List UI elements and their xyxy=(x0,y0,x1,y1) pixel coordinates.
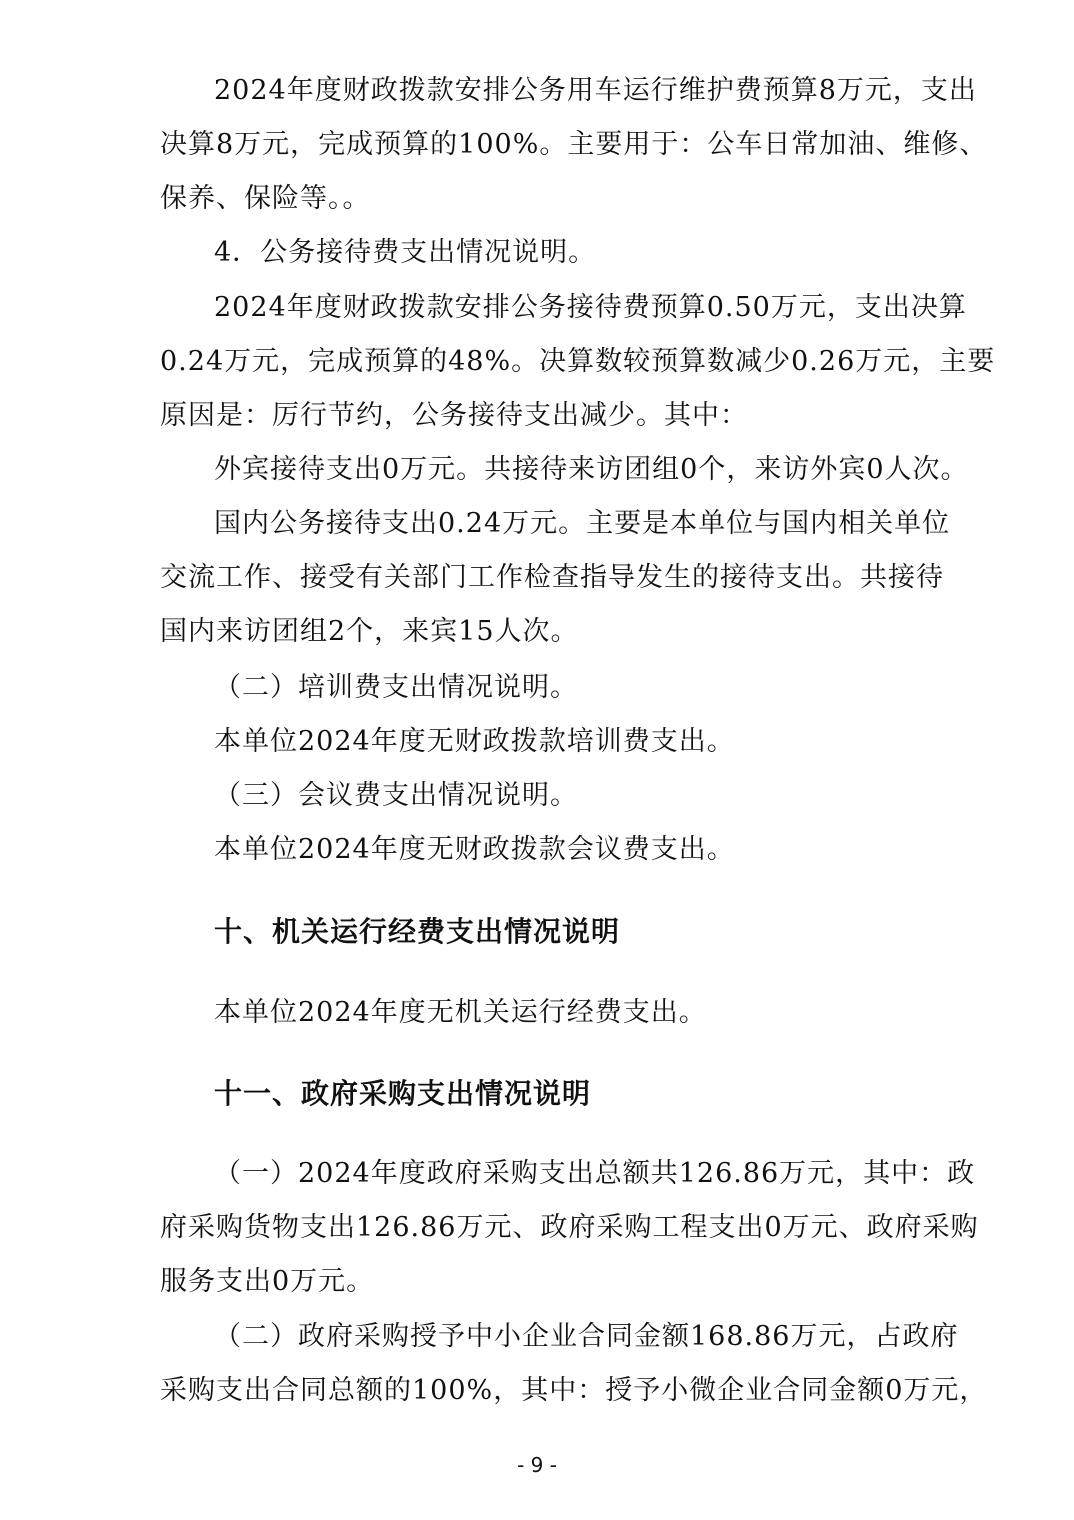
text-line: 原因是：厉行节约，公务接待支出减少。其中： xyxy=(160,400,748,431)
text-line: （二）培训费支出情况说明。 xyxy=(214,672,578,703)
paragraph-vehicle-maintenance xyxy=(160,64,988,226)
subheading-meeting-expense xyxy=(160,769,932,823)
text-line: 交流工作、接受有关部门工作检查指导发生的接待支出。共接待 xyxy=(160,562,944,593)
section-heading-operating-expense: 十、机关运行经费支出情况说明 xyxy=(214,915,621,948)
text-line: 服务支出0万元。 xyxy=(160,1266,375,1297)
paragraph-meeting xyxy=(160,823,932,877)
text-line: 决算8万元，完成预算的100%。主要用于：公车日常加油、维修、 xyxy=(160,129,988,160)
text-line: 外宾接待支出0万元。共接待来访团组0个，来访外宾0人次。 xyxy=(214,454,969,485)
text-line: 本单位2024年度无财政拨款会议费支出。 xyxy=(214,834,735,865)
subheading-reception-expense xyxy=(160,226,932,280)
text-line: （二）政府采购授予中小企业合同金额168.86万元，占政府 xyxy=(214,1321,959,1352)
text-line: 2024年度财政拨款安排公务接待费预算0.50万元，支出决算 xyxy=(214,292,967,323)
text-line: 府采购货物支出126.86万元、政府采购工程支出0万元、政府采购 xyxy=(160,1212,979,1243)
paragraph-operating-expense xyxy=(160,986,932,1040)
text-line: （三）会议费支出情况说明。 xyxy=(214,780,578,811)
paragraph-procurement-total xyxy=(160,1147,979,1309)
text-line: 国内来访团组2个，来宾15人次。 xyxy=(160,616,579,647)
paragraph-foreign-reception xyxy=(160,443,969,497)
text-line: 0.24万元，完成预算的48%。决算数较预算数减少0.26万元，主要 xyxy=(160,346,996,377)
paragraph-domestic-reception xyxy=(160,497,951,659)
text-line: 国内公务接待支出0.24万元。主要是本单位与国内相关单位 xyxy=(214,508,951,539)
text-line: 本单位2024年度无财政拨款培训费支出。 xyxy=(214,726,735,757)
paragraph-sme-contracts xyxy=(160,1310,988,1418)
text-line: 4．公务接待费支出情况说明。 xyxy=(214,237,597,268)
page-number: - 9 - xyxy=(517,1453,557,1477)
section-heading-procurement: 十一、政府采购支出情况说明 xyxy=(214,1077,592,1110)
text-line: 本单位2024年度无机关运行经费支出。 xyxy=(214,997,707,1028)
text-line: 保养、保险等。。 xyxy=(160,183,371,214)
paragraph-reception-budget xyxy=(160,281,996,443)
paragraph-training xyxy=(160,715,932,769)
text-line: 2024年度财政拨款安排公务用车运行维护费预算8万元，支出 xyxy=(214,75,977,106)
text-line: （一）2024年度政府采购支出总额共126.86万元，其中：政 xyxy=(214,1158,976,1189)
subheading-training-expense xyxy=(160,661,932,715)
text-line: 采购支出合同总额的100%，其中：授予小微企业合同金额0万元， xyxy=(160,1375,988,1406)
